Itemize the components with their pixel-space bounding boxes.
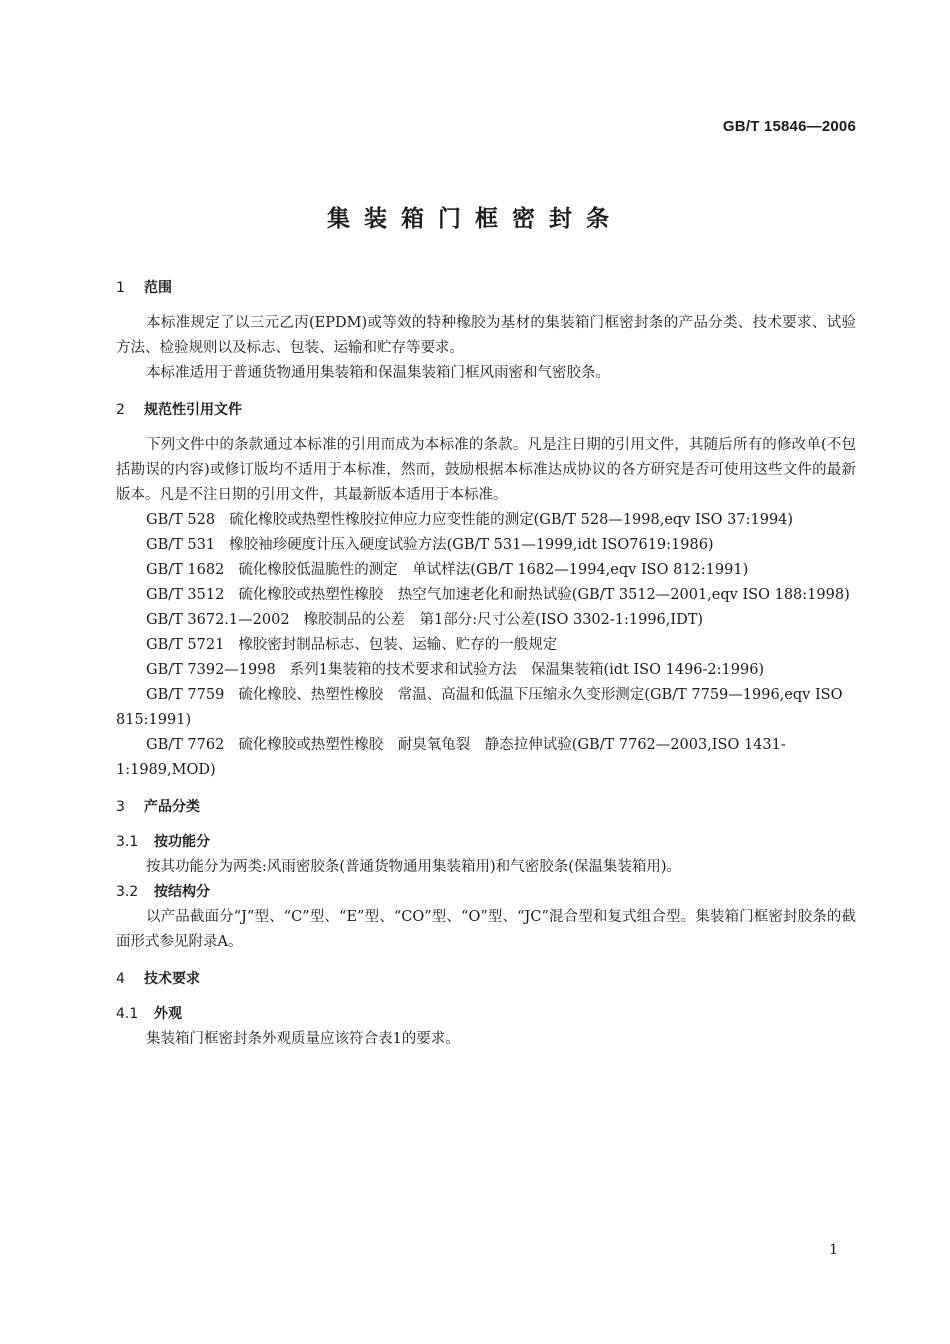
document-body <box>116 276 856 1052</box>
reference-text: 硫化橡胶低温脆性的测定 单试样法(GB/T 1682—1994,eqv ISO 812:1991) <box>238 562 749 578</box>
reference-text: 硫化橡胶、热塑性橡胶 常温、高温和低温下压缩永久变形测定(GB/T 7759—1996,eqv ISO 815:1991) <box>116 687 843 728</box>
section-3-heading <box>116 795 856 820</box>
reference-text: 系列1集装箱的技术要求和试验方法 保温集装箱(idt ISO 1496-2:1996) <box>289 662 765 678</box>
reference-text: 硫化橡胶或热塑性橡胶拉伸应力应变性能的测定(GB/T 528—1998,eqv ISO 37:1994) <box>229 512 794 528</box>
reference-text: 橡胶袖珍硬度计压入硬度试验方法(GB/T 531—1999,idt ISO7619:1986) <box>229 537 714 553</box>
paragraph: 本标准适用于普通货物通用集装箱和保温集装箱门框风雨密和气密胶条。 <box>146 365 610 381</box>
paragraph: 按其功能分为两类:风雨密胶条(普通货物通用集装箱用)和气密胶条(保温集装箱用)。 <box>146 859 682 875</box>
subsection-4-1-heading <box>116 1002 856 1027</box>
reference-item <box>116 558 856 583</box>
paragraph: 以产品截面分“J”型、“C”型、“E”型、“CO”型、“O”型、“JC”混合型和复式组合型。集装箱门框密封胶条的截面形式参见附录A。 <box>116 909 856 950</box>
reference-text: 硫化橡胶或热塑性橡胶 耐臭氧龟裂 静态拉伸试验(GB/T 7762—2003,ISO 1431-1:1989,MOD) <box>116 737 786 778</box>
paragraph: 下列文件中的条款通过本标准的引用而成为本标准的条款。凡是注日期的引用文件，其随后所有的修改单(不包括勘误的内容)或修订版均不适用于本标准，然而，鼓励根据本标准达成协议的各方研究是否可使用这些文件的最新版本。凡是不注日期的引用文件，其最新版本适用于本标准。 <box>116 437 856 503</box>
reference-item <box>116 633 856 658</box>
reference-item <box>116 733 856 783</box>
paragraph: 本标准规定了以三元乙丙(EPDM)或等效的特种橡胶为基材的集装箱门框密封条的产品分类、技术要求、试验方法、检验规则以及标志、包装、运输和贮存等要求。 <box>116 315 856 356</box>
section-number: 3 <box>116 799 125 815</box>
reference-code: GB/T 1682 <box>146 562 225 578</box>
subsection-title: 按结构分 <box>154 884 210 900</box>
reference-code: GB/T 7759 <box>146 687 225 703</box>
reference-code: GB/T 7762 <box>146 737 225 753</box>
section-title: 技术要求 <box>144 971 200 987</box>
section-4-heading <box>116 967 856 992</box>
section-number: 1 <box>116 280 125 296</box>
reference-text: 硫化橡胶或热塑性橡胶 热空气加速老化和耐热试验(GB/T 3512—2001,eqv ISO 188:1998) <box>238 587 850 603</box>
reference-item <box>116 658 856 683</box>
section-title: 产品分类 <box>144 799 200 815</box>
reference-item <box>116 533 856 558</box>
subsection-number: 3.2 <box>116 884 139 900</box>
reference-code: GB/T 531 <box>146 537 216 553</box>
paragraph: 集装箱门框密封条外观质量应该符合表1的要求。 <box>146 1031 460 1047</box>
subsection-3-2-heading <box>116 880 856 905</box>
page-number: 1 <box>829 1242 838 1258</box>
reference-item <box>116 583 856 608</box>
subsection-title: 按功能分 <box>154 834 210 850</box>
reference-item <box>116 608 856 633</box>
section-number: 4 <box>116 971 125 987</box>
subsection-number: 3.1 <box>116 834 139 850</box>
standard-code: GB/T 15846—2006 <box>722 118 856 135</box>
subsection-3-1-heading <box>116 830 856 855</box>
section-title: 范围 <box>144 280 172 296</box>
reference-code: GB/T 5721 <box>146 637 225 653</box>
reference-text: 橡胶密封制品标志、包装、运输、贮存的一般规定 <box>238 637 558 653</box>
reference-code: GB/T 528 <box>146 512 216 528</box>
section-1-heading <box>116 276 856 301</box>
section-2-heading <box>116 398 856 423</box>
section-number: 2 <box>116 402 125 418</box>
reference-code: GB/T 3672.1—2002 <box>146 612 290 628</box>
reference-code: GB/T 3512 <box>146 587 225 603</box>
section-title: 规范性引用文件 <box>144 402 242 418</box>
reference-item <box>116 508 856 533</box>
document-title: 集装箱门框密封条 <box>327 206 623 232</box>
reference-text: 橡胶制品的公差 第1部分:尺寸公差(ISO 3302-1:1996,IDT) <box>303 612 704 628</box>
subsection-title: 外观 <box>154 1006 182 1022</box>
reference-code: GB/T 7392—1998 <box>146 662 276 678</box>
subsection-number: 4.1 <box>116 1006 139 1022</box>
reference-item <box>116 683 856 733</box>
